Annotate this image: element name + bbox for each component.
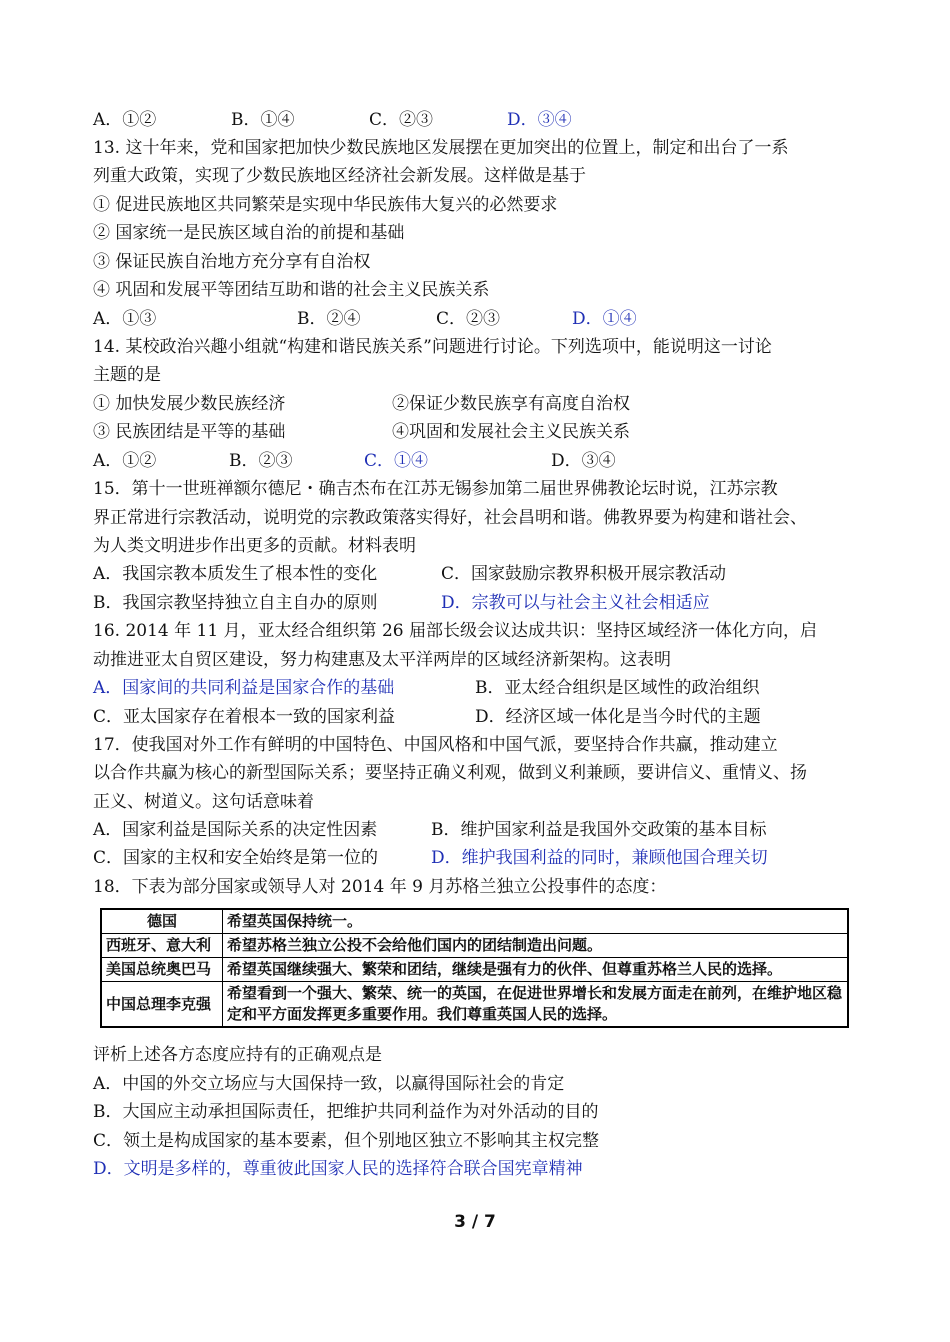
table-cell-party: 德国 — [101, 909, 223, 934]
q14-stem-line2: 主题的是 — [93, 365, 161, 385]
q16-stem-line1: 16. 2014 年 11 月，亚太经合组织第 26 届部长级会议达成共识：坚持区域经济一体化方向，启 — [93, 621, 817, 641]
q17-stem-line2: 以合作共赢为核心的新型国际关系；要坚持正确义利观，做到义利兼顾，要讲信义、重情义、扬 — [93, 763, 807, 783]
q15-option-c: C．国家鼓励宗教界积极开展宗教活动 — [441, 564, 727, 584]
q12-option-c: C．②③ — [369, 110, 434, 130]
q17-option-b: B．维护国家利益是我国外交政策的基本目标 — [431, 820, 767, 840]
q13-statement-4: ④ 巩固和发展平等团结互助和谐的社会主义民族关系 — [93, 280, 490, 300]
q18-stem: 18．下表为部分国家或领导人对 2014 年 9 月苏格兰独立公投事件的态度： — [93, 877, 667, 897]
q18-option-b: B．大国应主动承担国际责任，把维护共同利益作为对外活动的目的 — [93, 1102, 599, 1122]
q15-stem-line3: 为人类文明进步作出更多的贡献。材料表明 — [93, 536, 416, 556]
table-row — [101, 934, 848, 958]
table-cell-party: 美国总统奥巴马 — [101, 958, 223, 982]
q15-stem-line1: 15．第十一世班禅额尔德尼・确吉杰布在江苏无锡参加第二届世界佛教论坛时说，江苏宗教 — [93, 479, 778, 499]
q18-prompt: 评析上述各方态度应持有的正确观点是 — [93, 1045, 382, 1065]
q16-option-a-answer: A．国家间的共同利益是国家合作的基础 — [93, 678, 395, 698]
q17-stem-line1: 17．使我国对外工作有鲜明的中国特色、中国风格和中国气派，要坚持合作共赢，推动建立 — [93, 735, 778, 755]
table-cell-view: 希望英国继续强大、繁荣和团结，继续是强有力的伙伴、但尊重苏格兰人民的选择。 — [223, 958, 849, 982]
q17-stem-line3: 正义、树道义。这句话意味着 — [93, 792, 314, 812]
q16-option-d: D．经济区域一体化是当今时代的主题 — [475, 707, 761, 727]
q16-stem-line2: 动推进亚太自贸区建设，努力构建惠及太平洋两岸的区域经济新架构。这表明 — [93, 650, 671, 670]
table-cell-party: 中国总理李克强 — [101, 982, 223, 1028]
q14-statement-4: ④巩固和发展社会主义民族关系 — [392, 422, 630, 442]
q15-option-a: A．我国宗教本质发生了根本性的变化 — [93, 564, 378, 584]
q17-option-c: C．国家的主权和安全始终是第一位的 — [93, 848, 379, 868]
table-cell-view: 希望苏格兰独立公投不会给他们国内的团结制造出问题。 — [223, 934, 849, 958]
q18-option-a: A．中国的外交立场应与大国保持一致，以赢得国际社会的肯定 — [93, 1074, 565, 1094]
table-row — [101, 982, 848, 1028]
table-row — [101, 958, 848, 982]
q13-statement-3: ③ 保证民族自治地方充分享有自治权 — [93, 252, 371, 272]
attitudes-table — [100, 908, 849, 1028]
table-cell-party: 西班牙、意大利 — [101, 934, 223, 958]
q12-option-a: A．①② — [93, 110, 157, 130]
q18-option-c: C．领土是构成国家的基本要素，但个别地区独立不影响其主权完整 — [93, 1131, 600, 1151]
q13-option-c: C．②③ — [436, 309, 501, 329]
q13-option-b: B．②④ — [297, 309, 361, 329]
q14-option-a: A．①② — [93, 451, 157, 471]
q17-option-d-answer: D．维护我国利益的同时，兼顾他国合理关切 — [431, 848, 768, 868]
q18-option-d-answer: D．文明是多样的，尊重彼此国家人民的选择符合联合国宪章精神 — [93, 1159, 583, 1179]
q14-statement-3: ③ 民族团结是平等的基础 — [93, 422, 286, 442]
q14-option-d: D．③④ — [551, 451, 616, 471]
q13-option-a: A．①③ — [93, 309, 157, 329]
q15-option-b: B．我国宗教坚持独立自主自办的原则 — [93, 593, 378, 613]
q16-option-b: B．亚太经合组织是区域性的政治组织 — [475, 678, 760, 698]
q14-option-b: B．②③ — [229, 451, 293, 471]
table-cell-view: 希望看到一个强大、繁荣、统一的英国，在促进世界增长和发展方面走在前列，在维护地区稳定和平方面发挥更多重要作用。我们尊重英国人民的选择。 — [223, 982, 849, 1028]
q16-option-c: C．亚太国家存在着根本一致的国家利益 — [93, 707, 396, 727]
page-number: 3 / 7 — [454, 1212, 496, 1232]
q13-statement-2: ② 国家统一是民族区域自治的前提和基础 — [93, 223, 405, 243]
q14-statement-1: ① 加快发展少数民族经济 — [93, 394, 286, 414]
q13-stem-line2: 列重大政策，实现了少数民族地区经济社会新发展。这样做是基于 — [93, 166, 586, 186]
q14-statement-2: ②保证少数民族享有高度自治权 — [392, 394, 630, 414]
q13-statement-1: ① 促进民族地区共同繁荣是实现中华民族伟大复兴的必然要求 — [93, 195, 558, 215]
q12-option-d-answer: D．③④ — [507, 110, 572, 130]
q17-option-a: A．国家利益是国际关系的决定性因素 — [93, 820, 378, 840]
q13-option-d-answer: D．①④ — [572, 309, 637, 329]
q15-stem-line2: 界正常进行宗教活动，说明党的宗教政策落实得好，社会昌明和谐。佛教界要为构建和谐社会、 — [93, 508, 807, 528]
q14-stem-line1: 14. 某校政治兴趣小组就“构建和谐民族关系”问题进行讨论。下列选项中，能说明这一讨论 — [93, 337, 772, 357]
q13-stem-line1: 13. 这十年来，党和国家把加快少数民族地区发展摆在更加突出的位置上，制定和出台了一系 — [93, 138, 789, 158]
table-row — [101, 909, 848, 934]
table-cell-view: 希望英国保持统一。 — [223, 909, 849, 934]
q15-option-d-answer: D．宗教可以与社会主义社会相适应 — [441, 593, 710, 613]
q14-option-c-answer: C．①④ — [364, 451, 429, 471]
q12-option-b: B．①④ — [231, 110, 295, 130]
